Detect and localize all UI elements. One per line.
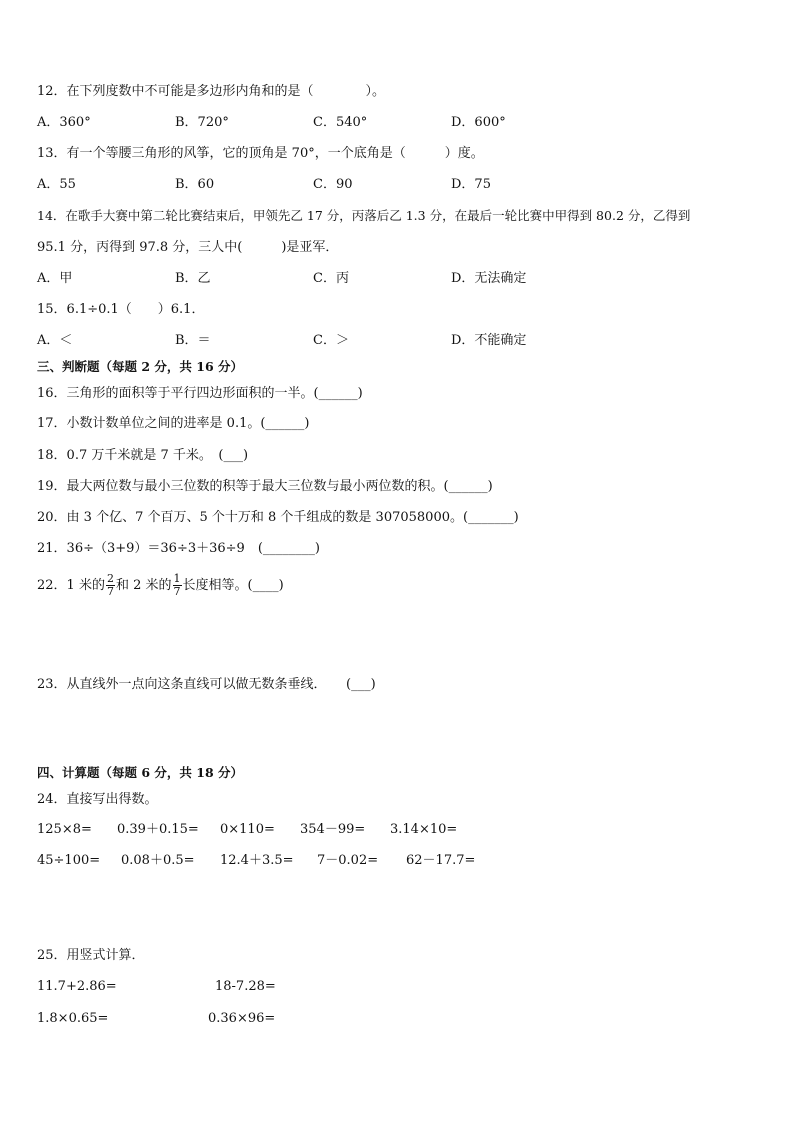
option-a[interactable]: A．甲 bbox=[37, 271, 73, 286]
question-22-prefix: 22．1 米的 bbox=[37, 578, 105, 593]
question-22-suffix: 长度相等。(____) bbox=[182, 578, 284, 593]
option-d[interactable]: D．75 bbox=[451, 177, 491, 192]
question-24-row-1 bbox=[37, 821, 757, 839]
option-a[interactable]: A．＜ bbox=[37, 333, 73, 348]
question-12: 12．在下列度数中不可能是多边形内角和的是（ ）。 bbox=[37, 84, 386, 99]
question-14-line-2: 95.1 分，丙得到 97.8 分，三人中( )是亚军． bbox=[37, 240, 339, 255]
question-21: 21．36÷（3+9）＝36÷3＋36÷9 (________) bbox=[37, 541, 320, 556]
question-25: 25．用竖式计算． bbox=[37, 948, 145, 963]
option-d[interactable]: D．不能确定 bbox=[451, 333, 527, 348]
calc-item: 11.7+2.86= bbox=[37, 979, 117, 994]
question-17: 17．小数计数单位之间的进率是 0.1。(______) bbox=[37, 416, 310, 431]
option-b[interactable]: B．＝ bbox=[175, 333, 211, 348]
question-22-mid: 和 2 米的 bbox=[115, 578, 172, 593]
question-23: 23．从直线外一点向这条直线可以做无数条垂线． (___) bbox=[37, 677, 376, 692]
question-25-row-1 bbox=[37, 978, 757, 996]
calc-item: 0.08＋0.5= bbox=[121, 853, 195, 868]
calc-item: 45÷100= bbox=[37, 853, 101, 868]
fraction-two-sevenths: $\frac{2}{7}$ bbox=[106, 572, 114, 598]
question-13-options bbox=[37, 176, 757, 194]
option-d[interactable]: D．600° bbox=[451, 115, 506, 130]
question-22 bbox=[37, 569, 284, 603]
question-12-options bbox=[37, 114, 757, 132]
question-14-line-1: 14．在歌手大赛中第二轮比赛结束后，甲领先乙 17 分，丙落后乙 1.3 分，在最后一轮比赛中甲得到 80.2 分，乙得到 bbox=[37, 208, 691, 223]
option-b[interactable]: B．乙 bbox=[175, 271, 211, 286]
option-c[interactable]: C．90 bbox=[313, 177, 353, 192]
question-18: 18．0.7 万千米就是 7 千米。 (___) bbox=[37, 448, 249, 463]
calc-item: 0×110= bbox=[220, 822, 275, 837]
section-4-heading: 四、计算题（每题 6 分，共 18 分） bbox=[37, 765, 244, 780]
option-a[interactable]: A．360° bbox=[37, 115, 91, 130]
calc-item: 0.36×96= bbox=[208, 1011, 276, 1026]
question-20: 20．由 3 个亿、7 个百万、5 个十万和 8 个千组成的数是 307058000。(_______) bbox=[37, 510, 519, 525]
question-15: 15．6.1÷0.1（ ）6.1． bbox=[37, 302, 205, 317]
question-15-options bbox=[37, 332, 757, 350]
calc-item: 18-7.28= bbox=[215, 979, 276, 994]
fraction-one-seventh: $\frac{1}{7}$ bbox=[173, 572, 181, 598]
option-c[interactable]: C．＞ bbox=[313, 333, 349, 348]
calc-item: 1.8×0.65= bbox=[37, 1011, 109, 1026]
option-c[interactable]: C．丙 bbox=[313, 271, 349, 286]
option-d[interactable]: D．无法确定 bbox=[451, 271, 527, 286]
option-a[interactable]: A．55 bbox=[37, 177, 76, 192]
question-16: 16．三角形的面积等于平行四边形面积的一半。(______) bbox=[37, 386, 363, 401]
question-24-row-2 bbox=[37, 852, 757, 870]
question-25-row-2 bbox=[37, 1010, 757, 1028]
question-14-options bbox=[37, 270, 757, 288]
option-c[interactable]: C．540° bbox=[313, 115, 368, 130]
section-3-heading: 三、判断题（每题 2 分，共 16 分） bbox=[37, 359, 244, 374]
calc-item: 62－17.7= bbox=[406, 853, 476, 868]
calc-item: 354－99= bbox=[300, 822, 366, 837]
calc-item: 3.14×10= bbox=[390, 822, 458, 837]
calc-item: 12.4＋3.5= bbox=[220, 853, 294, 868]
calc-item: 7－0.02= bbox=[317, 853, 379, 868]
option-b[interactable]: B．720° bbox=[175, 115, 229, 130]
question-13: 13．有一个等腰三角形的风筝，它的顶角是 70°，一个底角是（ ）度。 bbox=[37, 146, 484, 161]
question-24: 24．直接写出得数。 bbox=[37, 792, 158, 807]
calc-item: 125×8= bbox=[37, 822, 92, 837]
option-b[interactable]: B．60 bbox=[175, 177, 215, 192]
calc-item: 0.39＋0.15= bbox=[117, 822, 199, 837]
question-19: 19．最大两位数与最小三位数的积等于最大三位数与最小两位数的积。(______) bbox=[37, 479, 493, 494]
